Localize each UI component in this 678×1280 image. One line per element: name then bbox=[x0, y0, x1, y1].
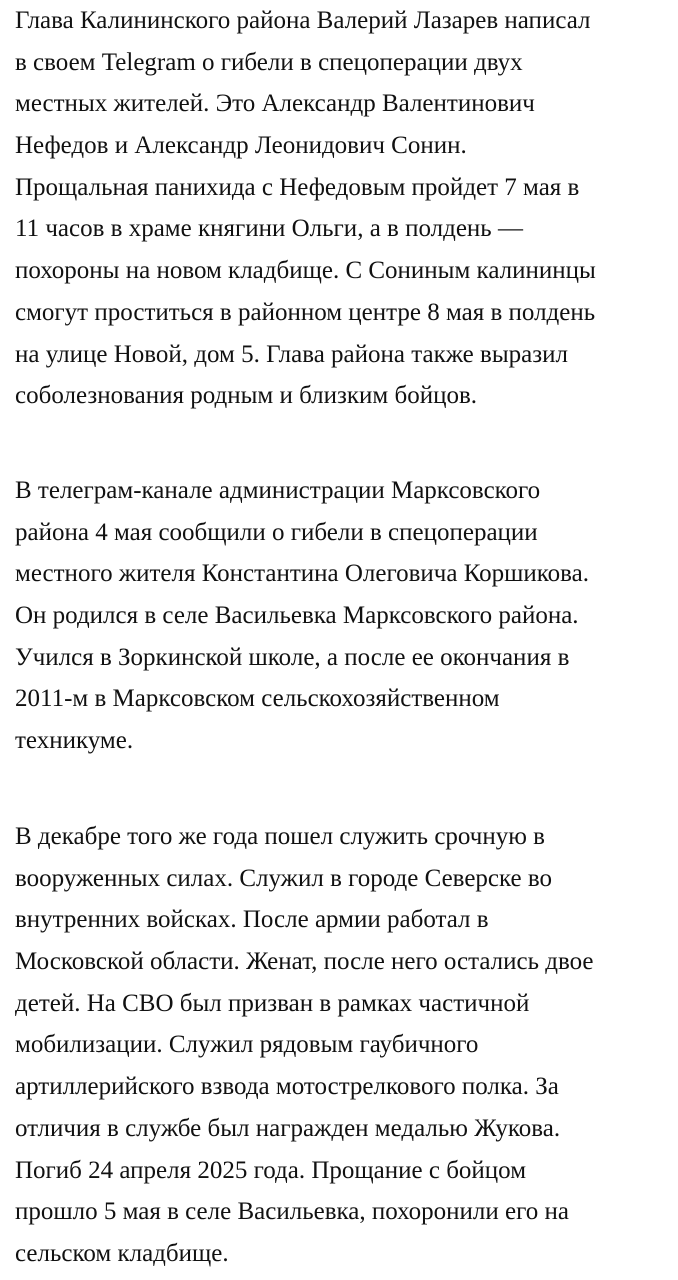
text-line: сельском кладбище. bbox=[15, 1239, 229, 1267]
text-line: на улице Новой, дом 5. Глава района также выразил bbox=[15, 340, 568, 368]
text-line: отличия в службе был награжден медалью Жукова. bbox=[15, 1114, 561, 1142]
text-line: В телеграм-канале администрации Марксовского bbox=[15, 477, 541, 504]
text-line: мобилизации. Служил рядовым гаубичного bbox=[15, 1031, 479, 1059]
paragraph-1 bbox=[15, 0, 596, 417]
text-line: Прощальная панихида с Нефедовым пройдет 7 мая в bbox=[15, 173, 580, 201]
text-line: Учился в Зоркинской школе, а после ее окончания в bbox=[15, 643, 570, 671]
text-line: Погиб 24 апреля 2025 года. Прощание с бойцом bbox=[15, 1156, 527, 1184]
text-line: соболезнования родным и близким бойцов. bbox=[15, 382, 478, 410]
text-line: артиллерийского взвода мотострелкового полка. За bbox=[15, 1073, 559, 1101]
text-line: смогут проститься в районном центре 8 мая в полдень bbox=[15, 298, 596, 326]
text-line: Нефедов и Александр Леонидович Сонин. bbox=[15, 132, 467, 160]
text-line: в своем Telegram о гибели в спецоперации двух bbox=[15, 48, 523, 76]
text-line: внутренних войсках. После армии работал в bbox=[15, 906, 489, 934]
text-line: прошло 5 мая в селе Васильевка, похоронили его на bbox=[15, 1198, 569, 1226]
text-line: Глава Калининского района Валерий Лазарев написал bbox=[15, 7, 591, 34]
paragraph-3 bbox=[15, 816, 594, 1275]
text-line: Московской области. Женат, после него остались двое bbox=[15, 948, 594, 976]
text-line: детей. На СВО был призван в рамках частичной bbox=[15, 989, 530, 1017]
text-line: местных жителей. Это Александр Валентинович bbox=[15, 90, 535, 118]
text-line: техникуме. bbox=[15, 727, 134, 755]
text-line: района 4 мая сообщили о гибели в спецоперации bbox=[15, 518, 538, 546]
text-line: Он родился в селе Васильевка Марксовского района. bbox=[15, 602, 579, 630]
text-line: местного жителя Константина Олеговича Коршикова. bbox=[15, 560, 589, 588]
text-line: 11 часов в храме княгини Ольги, а в полдень — bbox=[15, 215, 523, 243]
text-line: В декабре того же года пошел служить срочную в bbox=[15, 823, 545, 850]
text-line: 2011-м в Марксовском сельскохозяйственном bbox=[15, 685, 500, 713]
paragraph-2 bbox=[15, 470, 589, 762]
text-line: вооруженных силах. Служил в городе Северске во bbox=[15, 864, 553, 892]
text-line: похороны на новом кладбище. С Сониным калининцы bbox=[15, 257, 596, 285]
